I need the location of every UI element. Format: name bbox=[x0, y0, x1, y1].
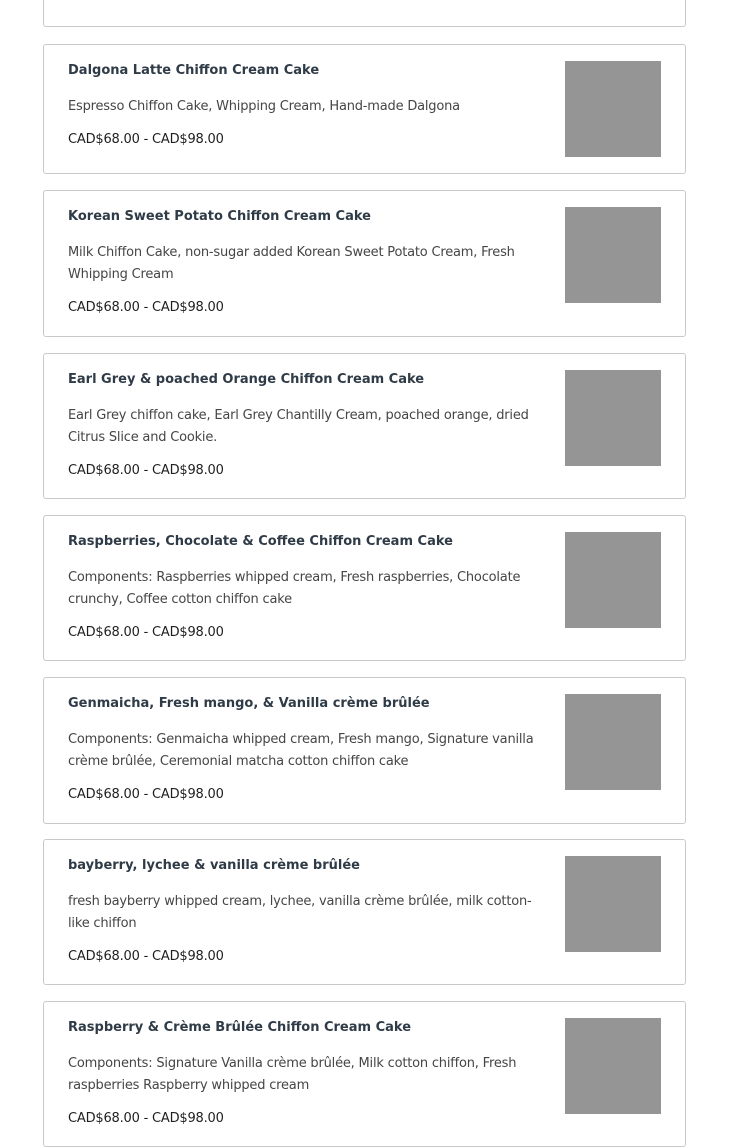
menu-item-title: Dalgona Latte Chiffon Cream Cake bbox=[68, 63, 320, 78]
menu-item-card[interactable] bbox=[43, 1001, 686, 1147]
menu-item-image-placeholder bbox=[565, 694, 661, 790]
menu-item-card[interactable] bbox=[43, 44, 686, 174]
menu-item-info bbox=[68, 532, 550, 643]
menu-item-image-placeholder bbox=[565, 207, 661, 303]
menu-item-description: Earl Grey chiffon cake, Earl Grey Chantilly Cream, poached orange, dried Citrus Slice and Cookie. bbox=[68, 408, 529, 445]
menu-item-info bbox=[68, 370, 550, 481]
menu-item-description: Milk Chiffon Cake, non-sugar added Korean Sweet Potato Cream, Fresh Whipping Cream bbox=[68, 245, 515, 282]
menu-item-title: Raspberries, Chocolate & Coffee Chiffon Cream Cake bbox=[68, 534, 453, 549]
menu-item-image-placeholder bbox=[565, 370, 661, 466]
menu-item-image-placeholder bbox=[565, 61, 661, 157]
menu-item-price: CAD$68.00 - CAD$98.00 bbox=[68, 949, 224, 964]
menu-item-info bbox=[68, 207, 550, 318]
menu-item-card[interactable] bbox=[43, 515, 686, 661]
menu-item-price: CAD$68.00 - CAD$98.00 bbox=[68, 132, 224, 147]
menu-item-card[interactable] bbox=[43, 0, 686, 27]
menu-item-image-placeholder bbox=[565, 856, 661, 952]
menu-item-title: Korean Sweet Potato Chiffon Cream Cake bbox=[68, 209, 371, 224]
menu-item-description: Components: Raspberries whipped cream, Fresh raspberries, Chocolate crunchy, Coffee cotton chiffon cake bbox=[68, 570, 521, 607]
menu-item-info bbox=[68, 1018, 550, 1129]
menu-item-description: Espresso Chiffon Cake, Whipping Cream, Hand-made Dalgona bbox=[68, 99, 460, 114]
menu-item-info bbox=[68, 61, 550, 150]
menu-item-image-placeholder bbox=[565, 1018, 661, 1114]
menu-item-price: CAD$68.00 - CAD$98.00 bbox=[68, 300, 224, 315]
menu-item-title: Earl Grey & poached Orange Chiffon Cream Cake bbox=[68, 372, 425, 387]
menu-item-info bbox=[68, 856, 550, 967]
menu-item-price bbox=[68, 0, 224, 3]
menu-item-description: Components: Genmaicha whipped cream, Fresh mango, Signature vanilla crème brûlée, Ceremonial matcha cotton chiffon cake bbox=[68, 732, 534, 769]
menu-item-price: CAD$68.00 - CAD$98.00 bbox=[68, 1111, 224, 1126]
menu-item-card[interactable] bbox=[43, 353, 686, 499]
menu-item-card[interactable] bbox=[43, 839, 686, 985]
menu-item-title: Genmaicha, Fresh mango, & Vanilla crème brûlée bbox=[68, 696, 430, 711]
menu-item-price: CAD$68.00 - CAD$98.00 bbox=[68, 463, 224, 478]
menu-item-card[interactable] bbox=[43, 677, 686, 824]
menu-item-price: CAD$68.00 - CAD$98.00 bbox=[68, 625, 224, 640]
menu-item-description: fresh bayberry whipped cream, lychee, vanilla crème brûlée, milk cotton-like chiffon bbox=[68, 894, 532, 931]
menu-item-image-placeholder bbox=[565, 532, 661, 628]
menu-item-card[interactable] bbox=[43, 190, 686, 337]
menu-item-title: Raspberry & Crème Brûlée Chiffon Cream Cake bbox=[68, 1020, 412, 1035]
menu-item-price: CAD$68.00 - CAD$98.00 bbox=[68, 787, 224, 802]
menu-item-info bbox=[68, 694, 550, 805]
menu-item-description: Components: Signature Vanilla crème brûlée, Milk cotton chiffon, Fresh raspberries Raspberry whipped cream bbox=[68, 1056, 517, 1093]
menu-item-title: bayberry, lychee & vanilla crème brûlée bbox=[68, 858, 360, 873]
